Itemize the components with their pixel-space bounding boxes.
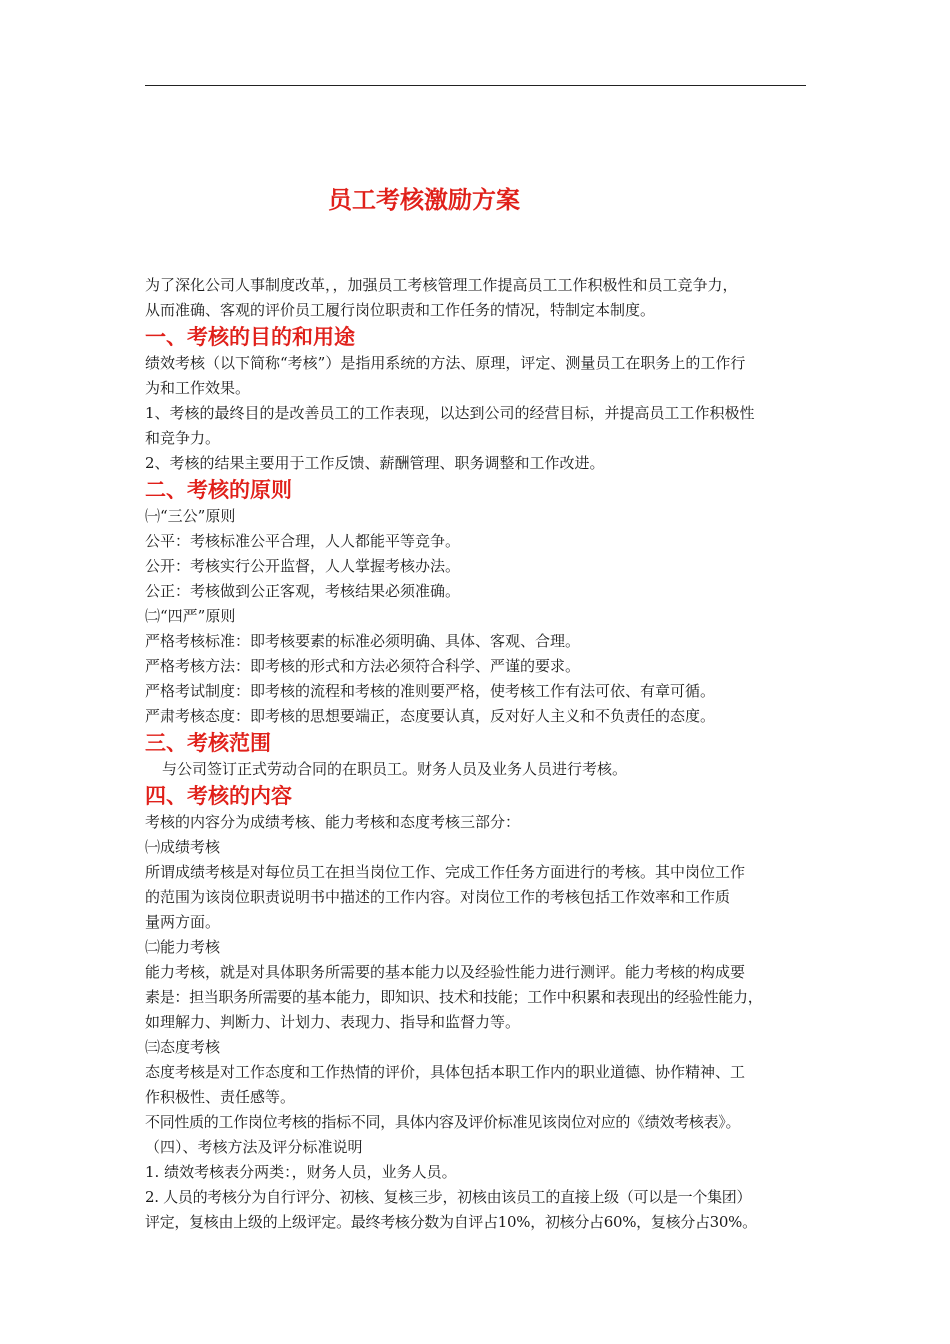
body-line: 严肃考核态度：即考核的思想要端正，态度要认真，反对好人主义和不负责任的态度。: [145, 707, 716, 725]
body-line: 考核的内容分为成绩考核、能力考核和态度考核三部分：: [145, 813, 521, 831]
header-rule: [145, 85, 806, 86]
body-line: 严格考核方法：即考核的形式和方法必须符合科学、严谨的要求。: [145, 657, 581, 675]
subheading-line: ㈠成绩考核: [145, 838, 221, 856]
intro-line: 从而准确、客观的评价员工履行岗位职责和工作任务的情况，特制定本制度。: [145, 301, 656, 319]
subheading-line: ㈡“四严”原则: [145, 607, 236, 625]
body-line: 和竞争力。: [145, 429, 221, 447]
body-line: 如理解力、判断力、计划力、表现力、指导和监督力等。: [145, 1013, 521, 1031]
body-line: 严格考核标准：即考核要素的标准必须明确、具体、客观、合理。: [145, 632, 581, 650]
section-heading-content: 四、考核的内容: [145, 784, 292, 808]
section-heading-principles: 二、考核的原则: [145, 478, 292, 502]
body-line: 作积极性、责任感等。: [145, 1088, 296, 1106]
body-line: 1、考核的最终目的是改善员工的工作表现，以达到公司的经营目标，并提高员工工作积极性: [145, 404, 755, 422]
body-line: 的范围为该岗位职责说明书中描述的工作内容。对岗位工作的考核包括工作效率和工作质: [145, 888, 731, 906]
subheading-line: ㈡能力考核: [145, 938, 221, 956]
body-line: 量两方面。: [145, 913, 221, 931]
body-line: 公平：考核标准公平合理，人人都能平等竞争。: [145, 532, 461, 550]
body-line: 素是：担当职务所需要的基本能力，即知识、技术和技能；工作中积累和表现出的经验性能力，: [145, 988, 763, 1006]
body-line: 不同性质的工作岗位考核的指标不同，具体内容及评价标准见该岗位对应的《绩效考核表》。: [145, 1113, 741, 1131]
body-line: 与公司签订正式劳动合同的在职员工。财务人员及业务人员进行考核。: [162, 760, 628, 778]
body-line: 2、考核的结果主要用于工作反馈、薪酬管理、职务调整和工作改进。: [145, 454, 605, 472]
body-line: 绩效考核（以下简称“考核”）是指用系统的方法、原理，评定、测量员工在职务上的工作行: [145, 354, 746, 372]
subheading-line: ㈢态度考核: [145, 1038, 221, 1056]
body-line: 公开：考核实行公开监督，人人掌握考核办法。: [145, 557, 461, 575]
subheading-line: ㈠“三公”原则: [145, 507, 236, 525]
section-heading-scope: 三、考核范围: [145, 731, 271, 755]
body-line: 严格考试制度：即考核的流程和考核的准则要严格，使考核工作有法可依、有章可循。: [145, 682, 716, 700]
body-line: 2. 人员的考核分为自行评分、初核、复核三步，初核由该员工的直接上级（可以是一个集团）: [145, 1188, 752, 1206]
section-heading-purpose: 一、考核的目的和用途: [145, 325, 355, 349]
body-line: 能力考核，就是对具体职务所需要的基本能力以及经验性能力进行测评。能力考核的构成要: [145, 963, 746, 981]
subheading-line: （四）、考核方法及评分标准说明: [145, 1138, 363, 1156]
document-title: 员工考核激励方案: [328, 186, 520, 214]
body-line: 态度考核是对工作态度和工作热情的评价，具体包括本职工作内的职业道德、协作精神、工: [145, 1063, 746, 1081]
body-line: 所谓成绩考核是对每位员工在担当岗位工作、完成工作任务方面进行的考核。其中岗位工作: [145, 863, 746, 881]
body-line: 评定，复核由上级的上级评定。最终考核分数为自评占10%，初核分占60%，复核分占30%。: [145, 1213, 757, 1231]
intro-line: 为了深化公司人事制度改革，，加强员工考核管理工作提高员工工作积极性和员工竞争力，: [145, 276, 738, 294]
body-line: 1. 绩效考核表分两类：，财务人员，业务人员。: [145, 1163, 457, 1181]
body-line: 为和工作效果。: [145, 379, 251, 397]
body-line: 公正：考核做到公正客观，考核结果必须准确。: [145, 582, 461, 600]
document-body: [145, 273, 817, 1235]
